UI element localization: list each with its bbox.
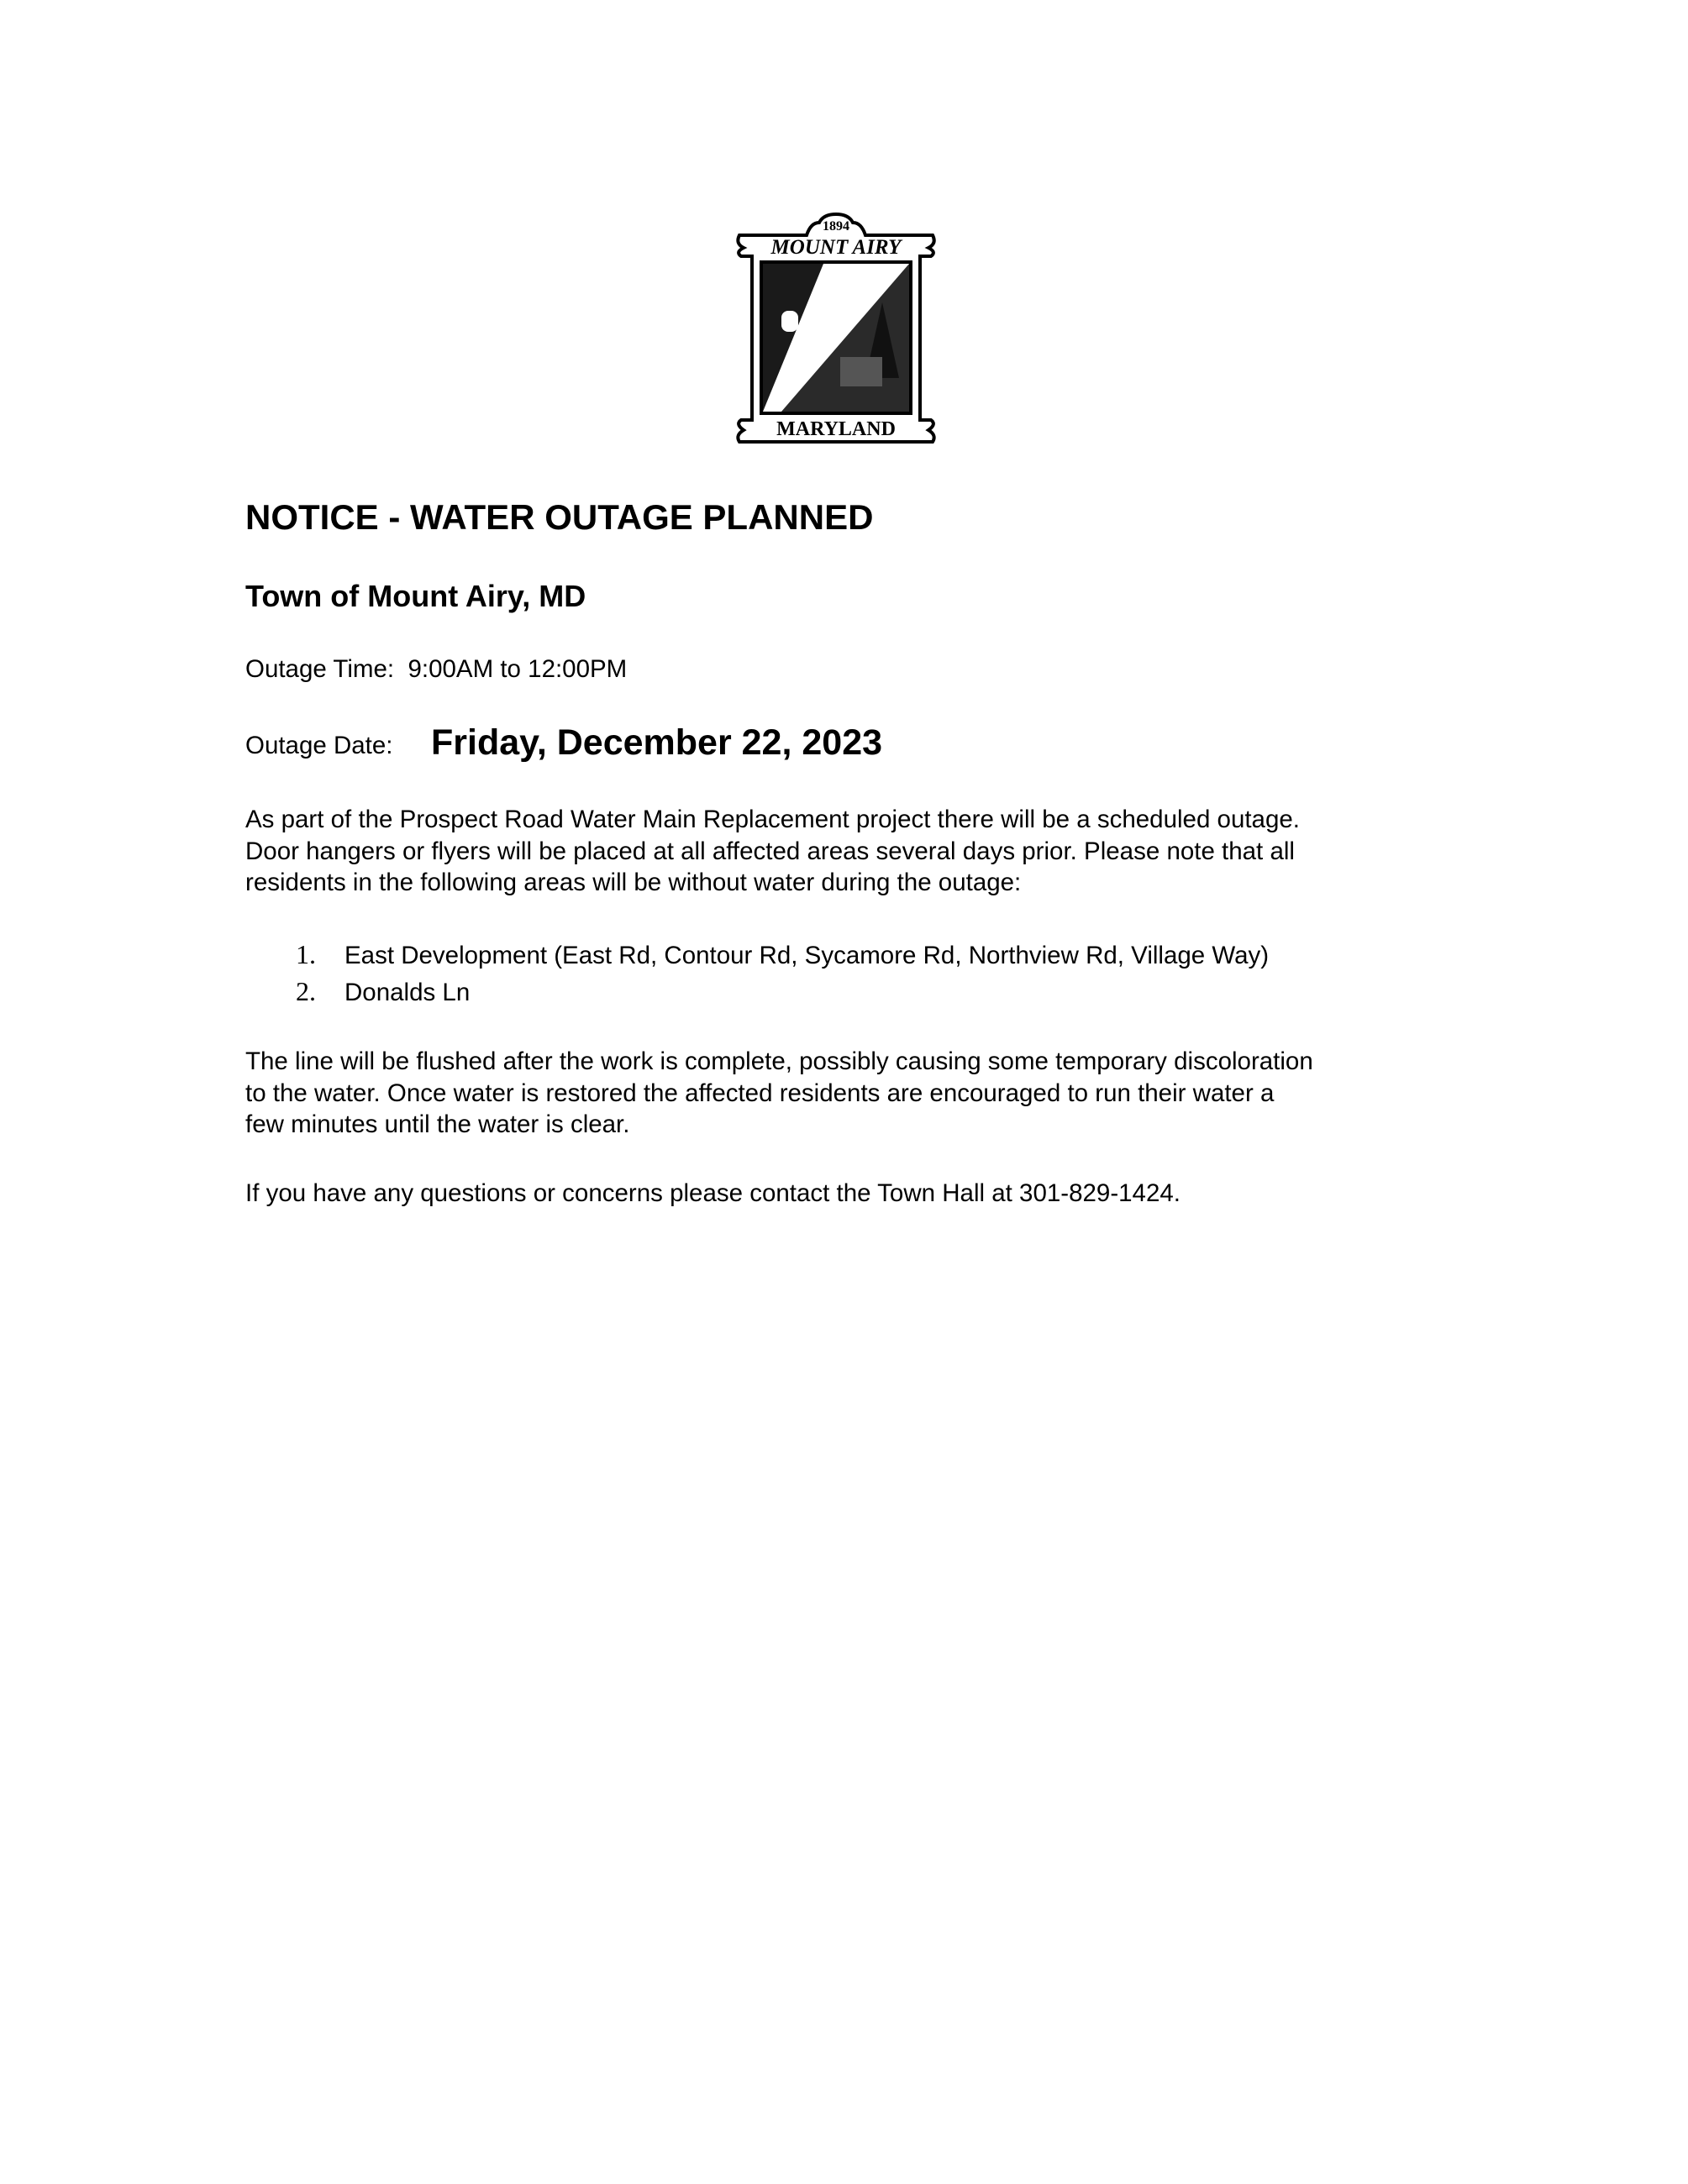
outage-time-label: Outage Time:	[245, 655, 395, 683]
svg-text:MARYLAND: MARYLAND	[776, 418, 896, 440]
contact-line: If you have any questions or concerns please contact the Town Hall at 301-829-1424.	[245, 1179, 1181, 1207]
list-number: 1.	[296, 939, 316, 969]
town-subtitle: Town of Mount Airy, MD	[245, 579, 586, 613]
paragraph-line: residents in the following areas will be without water during the outage:	[245, 869, 1022, 896]
paragraph-line: Door hangers or flyers will be placed at all affected areas several days prior. Please note that all	[245, 837, 1295, 865]
paragraph-line: The line will be flushed after the work is complete, possibly causing some temporary discoloration	[245, 1047, 1313, 1075]
paragraph-line: few minutes until the water is clear.	[245, 1110, 630, 1138]
list-number: 2.	[296, 976, 316, 1006]
list-item	[296, 976, 470, 1008]
outage-date-label: Outage Date:	[245, 732, 393, 759]
paragraph-line: As part of the Prospect Road Water Main Replacement project there will be a scheduled outage.	[245, 806, 1300, 833]
list-text: Donalds Ln	[344, 979, 471, 1006]
notice-title: NOTICE - WATER OUTAGE PLANNED	[245, 497, 874, 537]
svg-text:1894: 1894	[823, 219, 849, 234]
svg-text:MOUNT AIRY: MOUNT AIRY	[770, 236, 902, 259]
outage-date-value: Friday, December 22, 2023	[431, 722, 883, 763]
outage-time-value: 9:00AM to 12:00PM	[408, 655, 628, 683]
list-text: East Development (East Rd, Contour Rd, Sycamore Rd, Northview Rd, Village Way)	[344, 942, 1270, 969]
list-item	[296, 939, 1269, 971]
outage-time	[245, 654, 627, 685]
paragraph-line: to the water. Once water is restored the affected residents are encouraged to run their water a	[245, 1079, 1275, 1107]
town-seal-logo	[731, 210, 941, 454]
intro-paragraph	[245, 804, 1438, 899]
flush-paragraph	[245, 1046, 1313, 1141]
